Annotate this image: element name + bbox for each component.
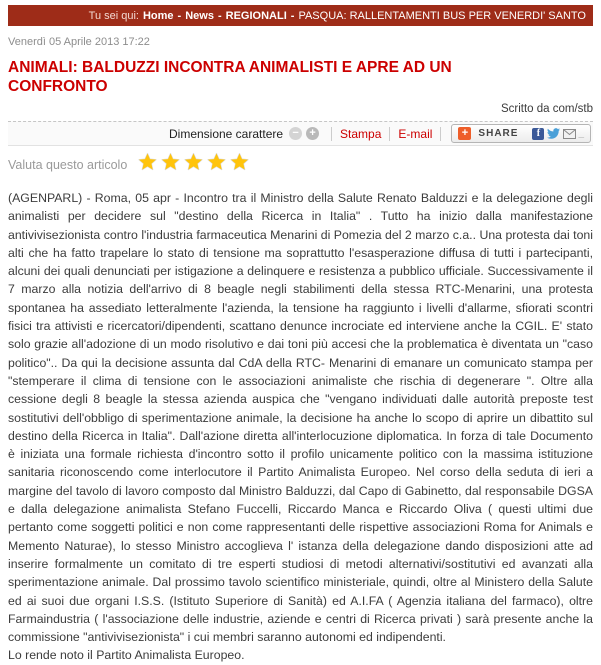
email-button[interactable]: E-mail bbox=[398, 126, 433, 141]
article-body-text: (AGENPARL) - Roma, 05 apr - Incontro tra il Ministro della Salute Renato Balduzzi e la delegazione degli animalisti per decidere sul "destino della Ricerca in Italia" . Tutto ha inizio dalla manifestazione antivivisezionista contro l'industria farmaceutica Menarini di Pomezia del 2 marzo c.a.. Una protesta dai toni alti che ha fatto trapelare lo stato di tensione ma soprattutto l'esasperazione diffusa di tutti i partecipanti, alcuni dei quali denunciati per istigazione a delinquere e resistenza a pubblico ufficiale. Successivamente il 7 marzo alla notizia dell'arrivo di 8 beagle negli stabilimenti della stessa RTC-Menarini, una protesta spontanea ha assediato letteralmente l'azienda, la tensione ha raggiunto i livelli d'allarme, sfiorati scontri fisici tra attivisti e ricercatori/dipendenti, scattano denunce incrociate ed interviene anche la CGIL. E' stato solo grazie all'adozione di un modo risolutivo e dai toni più accesi che la problematica è diventata un "caso politico".. Da qui la decisione assunta dal CdA della RTC- Menarini di emanare un comunicato stampa per "stemperare il clima di tensione con le associazioni animaliste che rischia di degenerare ". Oltre alla cessione degli 8 beagle la stessa azienda auspica che "vengano individuati dalle autorità preposte test sostitutivi dell'obbligo di sperimentazione animale, la decisione ha anche lo scopo di aprire un dibattito sul destino della Ricerca in Italia". Dall'azione diretta all'interlocuzione diplomatica. In forza di tale Documento è iniziata una formale richiesta d'incontro sotto il profilo unicamente politico con la massima istituzione sanitaria riconoscendo come interlocutore il Partito Animalista Europeo. Nel corso della seduta di ieri a margine del tavolo di lavoro composto dal Ministro Balduzzi, dal Capo di Gabinetto, dal responsabile DGSA e dalla delegazione animalista Stefano Fuccelli, Riccardo Manca e Riccardo Oliva ( questi ultimi due pertanto come soggetti politici e non come rappresentanti delle rispettive associazioni Roma for Animals e Memento Naturae), lo stesso Ministro accoglieva l' istanza della delegazione dando disposizioni atte ad inserire formalmente un comitato di tre esperti studiosi di metodi alternativi/sostitutivi ed avanzati alla sperimentazione animale. Dal prossimo tavolo scientifico ministeriale, quindi, oltre al Ministero della Salute ed ai suoi due organi I.S.S. (Istituto Superiore di Sanità) ed A.I.FA ( Agenzia italiana del farmaco), oltre Farmaindustria ( l'associazione delle industrie, aziende e centri di Ricerca privati ) sarà presente anche la commissione "antivivisezionista" i cui membri saranno autonomi ed indipendenti. bbox=[8, 191, 593, 645]
share-more-icon[interactable]: _ bbox=[578, 127, 584, 139]
article-date: Venerdì 05 Aprile 2013 17:22 bbox=[8, 36, 150, 48]
font-size-label: Dimensione carattere bbox=[168, 126, 284, 141]
star-icon[interactable] bbox=[137, 152, 158, 177]
twitter-icon[interactable] bbox=[547, 127, 560, 140]
breadcrumb-separator: - bbox=[217, 9, 222, 22]
print-button[interactable]: Stampa bbox=[340, 126, 382, 141]
rating-label: Valuta questo articolo bbox=[8, 157, 128, 172]
addthis-share-icon[interactable]: + bbox=[458, 127, 471, 140]
article-closing-line: Lo rende noto il Partito Animalista Europeo. bbox=[8, 648, 245, 663]
share-label: SHARE bbox=[478, 128, 519, 139]
breadcrumb-prefix: Tu sei qui: bbox=[88, 9, 139, 22]
toolbar-divider bbox=[440, 127, 441, 141]
toolbar-divider bbox=[389, 127, 390, 141]
breadcrumb-separator: - bbox=[177, 9, 182, 22]
star-icon[interactable] bbox=[160, 152, 181, 177]
breadcrumb-home[interactable]: Home bbox=[142, 9, 174, 22]
facebook-icon[interactable]: f bbox=[532, 128, 544, 140]
page-title: ANIMALI: BALDUZZI INCONTRA ANIMALISTI E APRE AD UN CONFRONTO bbox=[8, 59, 452, 95]
rating-widget bbox=[8, 146, 593, 181]
article-toolbar bbox=[8, 121, 593, 146]
breadcrumb-regionali[interactable]: REGIONALI bbox=[225, 9, 287, 22]
decrease-font-button[interactable]: − bbox=[289, 127, 302, 140]
breadcrumb-current-page[interactable]: PASQUA: RALLENTAMENTI BUS PER VENERDI' SANTO bbox=[298, 9, 586, 22]
star-icon[interactable] bbox=[183, 152, 204, 177]
share-widget[interactable] bbox=[451, 124, 591, 143]
toolbar-divider bbox=[331, 127, 332, 141]
breadcrumb-separator: - bbox=[290, 9, 295, 22]
star-icon[interactable] bbox=[229, 152, 250, 177]
byline: Scritto da com/stb bbox=[500, 103, 593, 115]
email-share-icon[interactable] bbox=[563, 129, 576, 139]
breadcrumb-news[interactable]: News bbox=[185, 9, 214, 22]
increase-font-button[interactable]: + bbox=[306, 127, 319, 140]
breadcrumb bbox=[8, 5, 593, 26]
star-icon[interactable] bbox=[206, 152, 227, 177]
rating-stars[interactable] bbox=[137, 152, 252, 177]
